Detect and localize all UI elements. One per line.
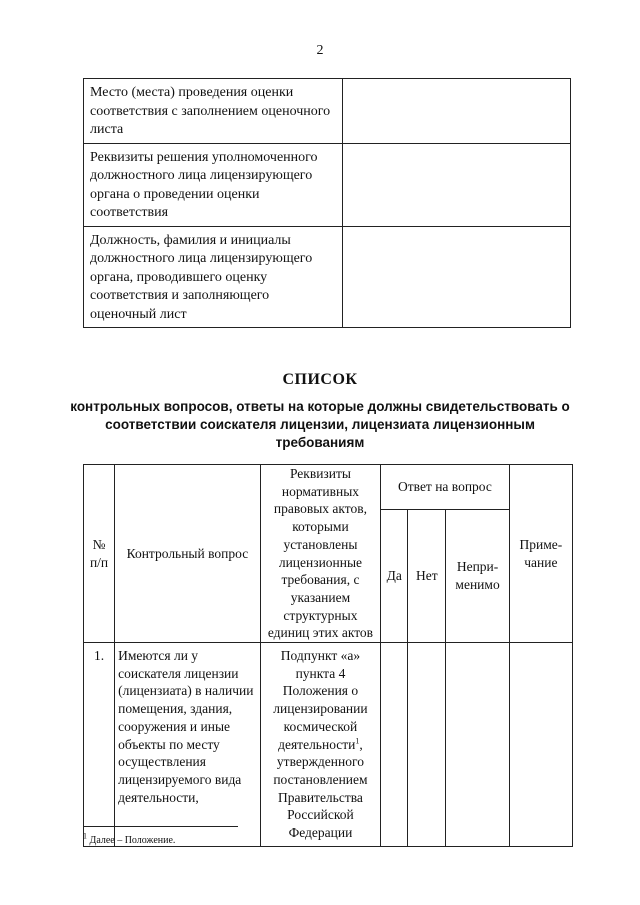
table-row	[84, 643, 573, 847]
header-not-applicable: Непри-менимо	[446, 509, 509, 642]
info-row-decision	[84, 143, 571, 226]
list-title: СПИСОК	[282, 371, 358, 388]
row-question: Имеются ли у соискателя лицензии (лицензиата) в наличии помещения, здания, сооружения и иные объекты по месту осуществления лицензируемого вида деятельности,	[115, 643, 261, 847]
footnote-text: Далее – Положение.	[87, 835, 176, 846]
info-value-decision	[343, 143, 571, 226]
header-number: № п/п	[84, 465, 115, 643]
row-answer-yes	[381, 643, 408, 847]
header-answer-group: Ответ на вопрос	[381, 465, 510, 510]
info-label-location: Место (места) проведения оценки соответствия с заполнением оценочного листа	[84, 79, 343, 144]
info-table	[83, 78, 571, 328]
row-answer-not-applicable	[446, 643, 509, 847]
info-value-location	[343, 79, 571, 144]
row-reference-tail: , утвержденного постановлением Правительства Российской Федерации	[273, 736, 368, 841]
header-note: Приме-чание	[509, 465, 572, 643]
list-subtitle: контрольных вопросов, ответы на которые должны свидетельствовать о соответствии соискателя лицензии, лицензиата лицензионным требованиям	[70, 399, 570, 450]
info-row-official	[84, 226, 571, 328]
footnote-divider	[83, 826, 238, 827]
checklist-table	[83, 464, 573, 847]
header-question: Контрольный вопрос	[115, 465, 261, 643]
footnote-marker: 1	[83, 831, 87, 841]
row-answer-no	[408, 643, 446, 847]
footnote-ref-marker: 1	[355, 736, 360, 746]
page-number: 2	[316, 43, 324, 58]
info-value-official	[343, 226, 571, 328]
checklist-header-row	[84, 465, 573, 510]
row-reference-text: Подпункт «а» пункта 4 Положения о лицензировании космической деятельности	[273, 648, 368, 752]
row-number: 1.	[84, 643, 115, 847]
footnote	[83, 831, 176, 846]
header-no: Нет	[408, 509, 446, 642]
info-row-location	[84, 79, 571, 144]
header-yes: Да	[381, 509, 408, 642]
info-label-decision: Реквизиты решения уполномоченного должностного лица лицензирующего органа о проведении оценки соответствия	[84, 143, 343, 226]
header-reference: Реквизиты нормативных правовых актов, которыми установлены лицензионные требования, с указанием структурных единиц этих актов	[260, 465, 380, 643]
info-label-official: Должность, фамилия и инициалы должностного лица лицензирующего органа, проводившего оценку соответствия и заполняющего оценочный лист	[84, 226, 343, 328]
row-reference	[260, 643, 380, 847]
row-note	[509, 643, 572, 847]
